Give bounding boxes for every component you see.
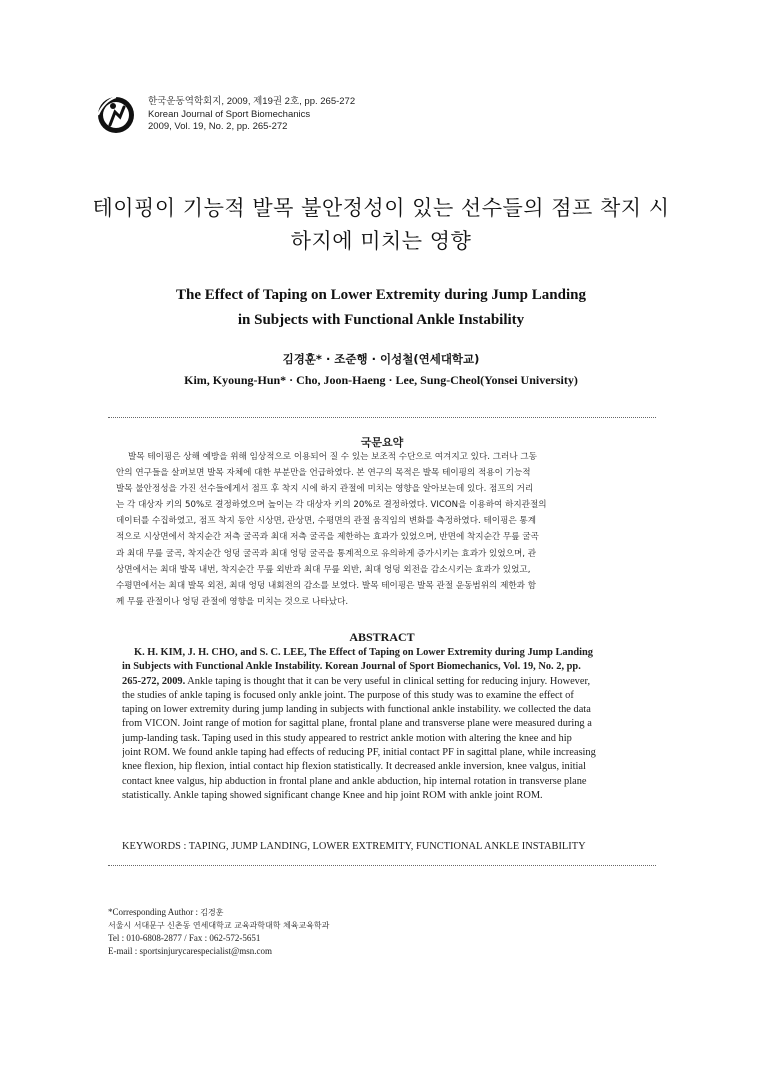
journal-line-ko: 한국운동역학회지, 2009, 제19권 2호, pp. 265-272 bbox=[148, 96, 356, 107]
footnote-tel: Tel : 010-6808-2877 / Fax : 062-572-5651 bbox=[108, 933, 261, 943]
title-korean bbox=[60, 192, 702, 258]
title-english-line1: The Effect of Taping on Lower Extremity during Jump Landing bbox=[176, 287, 586, 303]
abstract-korean-line: 수평면에서는 최대 발목 외전, 최대 엉덩 내회전의 감소를 보였다. 발목 테이핑은 발목 관절 운동범위의 제한과 함 bbox=[116, 580, 537, 591]
abstract-korean-line: 발목 불안정성을 가진 선수들에게서 점프 후 착지 시에 하지 관절에 미치는 영향을 알아보는데 있다. 점프의 거리 bbox=[116, 484, 534, 495]
title-korean-line1: 테이핑이 기능적 발목 불안정성이 있는 선수들의 점프 착지 시 bbox=[92, 196, 670, 220]
citation-line: K. H. KIM, J. H. CHO, and S. C. LEE, The Effect of Taping on Lower Extremity during Jump Landing bbox=[134, 647, 593, 658]
footnote-author-label: *Corresponding Author : bbox=[108, 907, 201, 917]
corresponding-author-footnote bbox=[108, 906, 329, 958]
footnote-author-line bbox=[108, 906, 329, 919]
citation-line-mixed bbox=[122, 675, 658, 689]
abstract-english bbox=[122, 646, 658, 803]
journal-volume-en: 2009, Vol. 19, No. 2, pp. 265-272 bbox=[148, 121, 288, 132]
title-english bbox=[60, 283, 702, 333]
citation-line: in Subjects with Functional Ankle Instability. Korean Journal of Sport Biomechanics, Vol. 19, No. 2, pp. bbox=[122, 661, 581, 673]
abstract-english-line: knee flexion, hip flexion, intial contact hip flexion statistically. It decreased ankle inversion, knee valgus, initial bbox=[122, 761, 586, 773]
authors-english: Kim, Kyoung-Hun* · Cho, Joon-Haeng · Lee, Sung-Cheol(Yonsei University) bbox=[184, 373, 578, 387]
abstract-korean-line: 안의 연구들을 살펴보면 발목 자체에 대한 부분만을 언급하였다. 본 연구의 목적은 발목 테이핑의 적용이 기능적 bbox=[116, 468, 531, 479]
footnote-address: 서울시 서대문구 신촌동 연세대학교 교육과학대학 체육교육학과 bbox=[108, 921, 330, 930]
journal-info bbox=[148, 96, 355, 134]
journal-logo-icon bbox=[96, 95, 136, 135]
abstract-english-line: taping on lower extremity during jump landing in subjects with functional ankle instability. we collected the data bbox=[122, 704, 591, 716]
abstract-english-line: joint ROM. We found ankle taping had effects of reducing PF, initial contact PF in sagittal plane, while increasing bbox=[122, 747, 596, 759]
abstract-english-line: from VICON. Joint range of motion for sagittal plane, frontal plane and transverse plane were measured during a bbox=[122, 718, 592, 730]
footnote-email: E-mail : sportsinjurycarespecialist@msn.com bbox=[108, 946, 272, 956]
abstract-korean-line: 데이터를 수집하였고, 점프 착지 동안 시상면, 관상면, 수평면의 관절 움직임의 변화를 측정하였다. 테이핑은 통계 bbox=[116, 516, 537, 527]
title-english-line2: in Subjects with Functional Ankle Instability bbox=[237, 312, 525, 328]
abstract-korean-heading: 국문요약 bbox=[360, 436, 404, 449]
citation-line: 265-272, 2009. bbox=[122, 675, 186, 687]
authors-korean: 김경훈* · 조준행 · 이성철(연세대학교) bbox=[282, 352, 480, 366]
abstract-korean-line: 적으로 시상면에서 착지순간 저측 굴곡과 최대 저측 굴곡을 제한하는 효과가 있었으며, 반면에 착지순간 무릎 굴곡 bbox=[116, 532, 539, 543]
footnote-author-name: 김경훈 bbox=[200, 908, 224, 917]
top-divider bbox=[108, 417, 656, 418]
abstract-korean-line: 발목 테이핑은 상해 예방을 위해 임상적으로 이용되어 질 수 있는 보조적 수단으로 여겨지고 있다. 그러나 그동 bbox=[128, 452, 537, 462]
journal-name-en: Korean Journal of Sport Biomechanics bbox=[148, 108, 311, 120]
keywords: KEYWORDS : TAPING, JUMP LANDING, LOWER EXTREMITY, FUNCTIONAL ANKLE INSTABILITY bbox=[122, 841, 586, 852]
abstract-korean-line: 과 최대 무릎 굴곡, 착지순간 엉덩 굴곡과 최대 엉덩 굴곡을 통계적으로 유의하게 증가시키는 효과가 있었으며, 관 bbox=[116, 548, 537, 559]
bottom-divider bbox=[108, 865, 656, 866]
abstract-korean-line: 께 무릎 관절이나 엉덩 관절에 영향을 미치는 것으로 나타났다. bbox=[116, 596, 349, 607]
abstract-english-heading: ABSTRACT bbox=[349, 630, 415, 644]
abstract-english-line: statistically. Ankle taping showed significant change Knee and hip joint ROM with ankle joint ROM. bbox=[122, 789, 543, 801]
abstract-korean-line: 는 각 대상자 키의 50%로 결정하였으며 높이는 각 대상자 키의 20%로 결정하였다. VICON을 이용하여 하지관절의 bbox=[116, 500, 547, 511]
abstract-korean-line: 상면에서는 최대 발목 내번, 착지순간 무릎 외반과 최대 무릎 외반, 최대 엉덩 외전을 감소시키는 효과가 있었고, bbox=[116, 564, 531, 575]
abstract-english-line: jump-landing task. Taping used in this study appeared to restrict ankle motion with altering the knee and hip bbox=[122, 732, 572, 744]
abstract-korean bbox=[116, 449, 654, 610]
abstract-english-line: the studies of ankle taping is focused only ankle joint. The purpose of this study was to examine the effect of bbox=[122, 689, 574, 701]
abstract-english-line: contact knee valgus, hip abduction in frontal plane and ankle abduction, hip internal rotation in transverse plane bbox=[122, 775, 587, 787]
title-korean-line2: 하지에 미치는 영향 bbox=[290, 229, 472, 253]
abstract-english-line: Ankle taping is thought that it can be very useful in clinical setting for reducing injury. However, bbox=[185, 675, 591, 687]
